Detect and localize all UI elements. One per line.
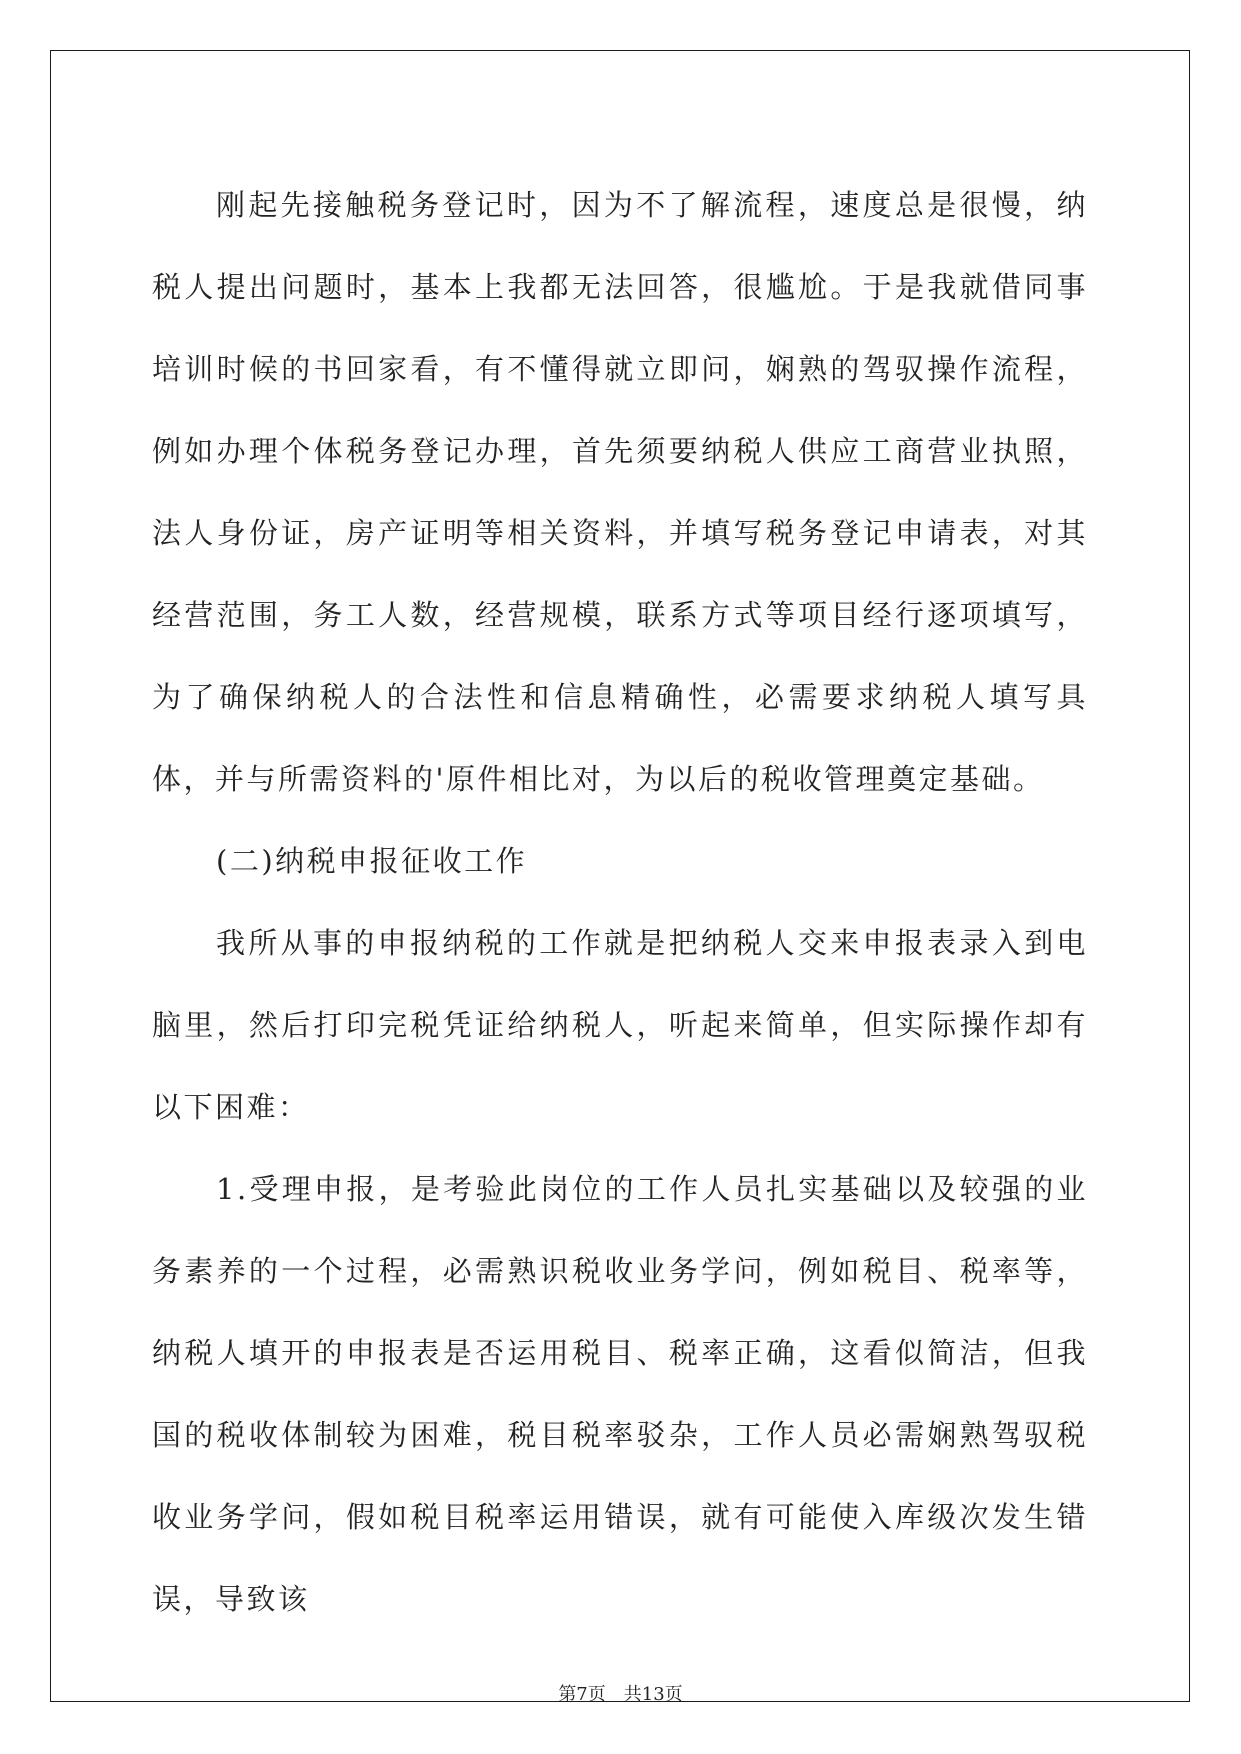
page-footer xyxy=(0,1680,1241,1706)
paragraph-registration: 刚起先接触税务登记时，因为不了解流程，速度总是很慢，纳税人提出问题时，基本上我都无法回答，很尴尬。于是我就借同事培训时候的书回家看，有不懂得就立即问，娴熟的驾驭操作流程，例如办理个体税务登记办理，首先须要纳税人供应工商营业执照，法人身份证，房产证明等相关资料，并填写税务登记申请表，对其经营范围，务工人数，经营规模，联系方式等项目经行逐项填写，为了确保纳税人的合法性和信息精确性，必需要求纳税人填写具体，并与所需资料的'原件相比对，为以后的税收管理奠定基础。 xyxy=(152,188,1088,796)
document-body xyxy=(152,164,1088,1640)
section-heading: (二)纳税申报征收工作 xyxy=(216,844,528,878)
paragraph-declaration: 我所从事的申报纳税的工作就是把纳税人交来申报表录入到电脑里，然后打印完税凭证给纳税人，听起来简单，但实际操作却有以下困难： xyxy=(152,926,1088,1124)
page-number: 第7页 共13页 xyxy=(558,1684,683,1705)
paragraph-item-1: 1.受理申报，是考验此岗位的工作人员扎实基础以及较强的业务素养的一个过程，必需熟识税收业务学问，例如税目、税率等，纳税人填开的申报表是否运用税目、税率正确，这看似简洁，但我国的税收体制较为困难，税目税率驳杂，工作人员必需娴熟驾驭税收业务学问，假如税目税率运用错误，就有可能使入库级次发生错误，导致该 xyxy=(152,1172,1088,1616)
